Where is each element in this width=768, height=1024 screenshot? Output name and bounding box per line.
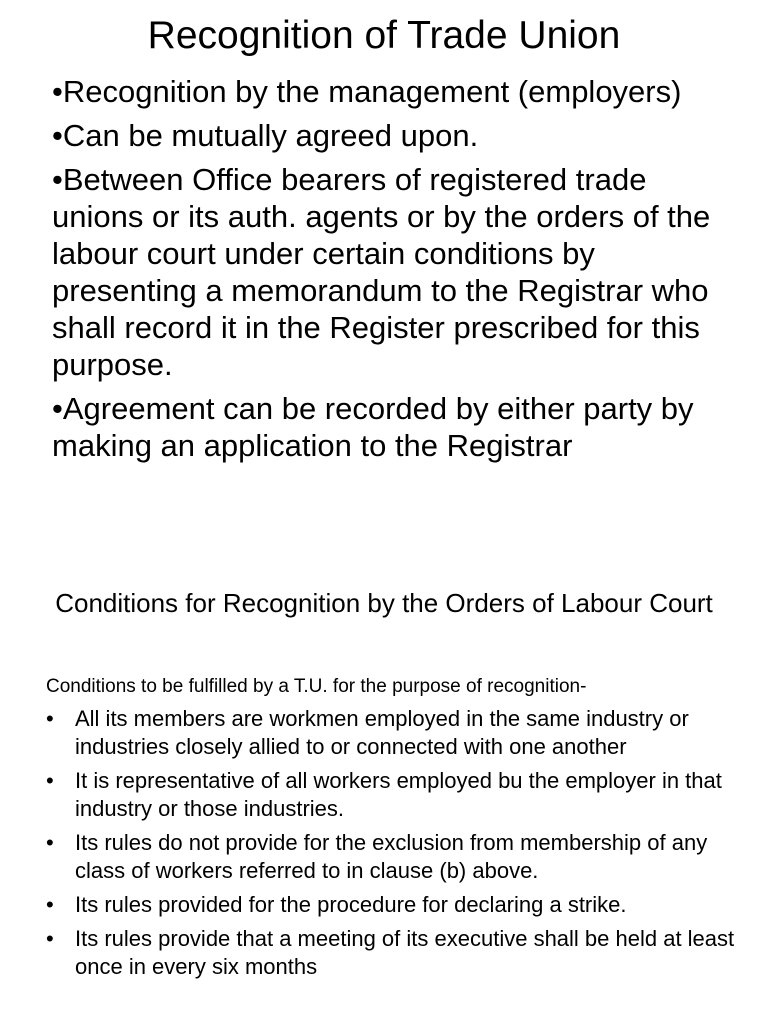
- bullet-item: •Can be mutually agreed upon.: [52, 118, 479, 153]
- bullet-list: [52, 73, 742, 471]
- condition-item: [46, 891, 736, 919]
- intro-text: Conditions to be fulfilled by a T.U. for the purpose of recognition-: [46, 676, 587, 697]
- condition-text: Its rules provided for the procedure for declaring a strike.: [75, 892, 627, 917]
- condition-text: All its members are workmen employed in the same industry or industries closely allied to or connected with one another: [75, 706, 689, 759]
- bullet-dot: •: [46, 768, 54, 793]
- condition-text: Its rules do not provide for the exclusion from membership of any class of workers referred to in clause (b) above.: [75, 830, 708, 883]
- condition-item: [46, 925, 736, 981]
- condition-item: [46, 767, 736, 823]
- bullet-dot: •: [46, 926, 54, 951]
- bullet-item: •Recognition by the management (employers): [52, 74, 682, 109]
- bullet-item: •Between Office bearers of registered trade unions or its auth. agents or by the orders of the labour court under certain conditions by presenting a memorandum to the Registrar who shall record it in the Register prescribed for this purpose.: [52, 162, 711, 382]
- condition-item: [46, 705, 736, 761]
- bullet-item: •Agreement can be recorded by either party by making an application to the Registrar: [52, 391, 694, 463]
- bullet-dot: •: [46, 892, 54, 917]
- condition-text: Its rules provide that a meeting of its executive shall be held at least once in every six months: [75, 926, 735, 979]
- bullet-dot: •: [46, 830, 54, 855]
- bullet-dot: •: [46, 706, 54, 731]
- condition-item: [46, 829, 736, 885]
- slide-title: Conditions for Recognition by the Orders of Labour Court: [55, 588, 713, 618]
- condition-list: [46, 705, 736, 987]
- slide-title: Recognition of Trade Union: [147, 14, 621, 57]
- condition-text: It is representative of all workers employed bu the employer in that industry or those industries.: [75, 768, 722, 821]
